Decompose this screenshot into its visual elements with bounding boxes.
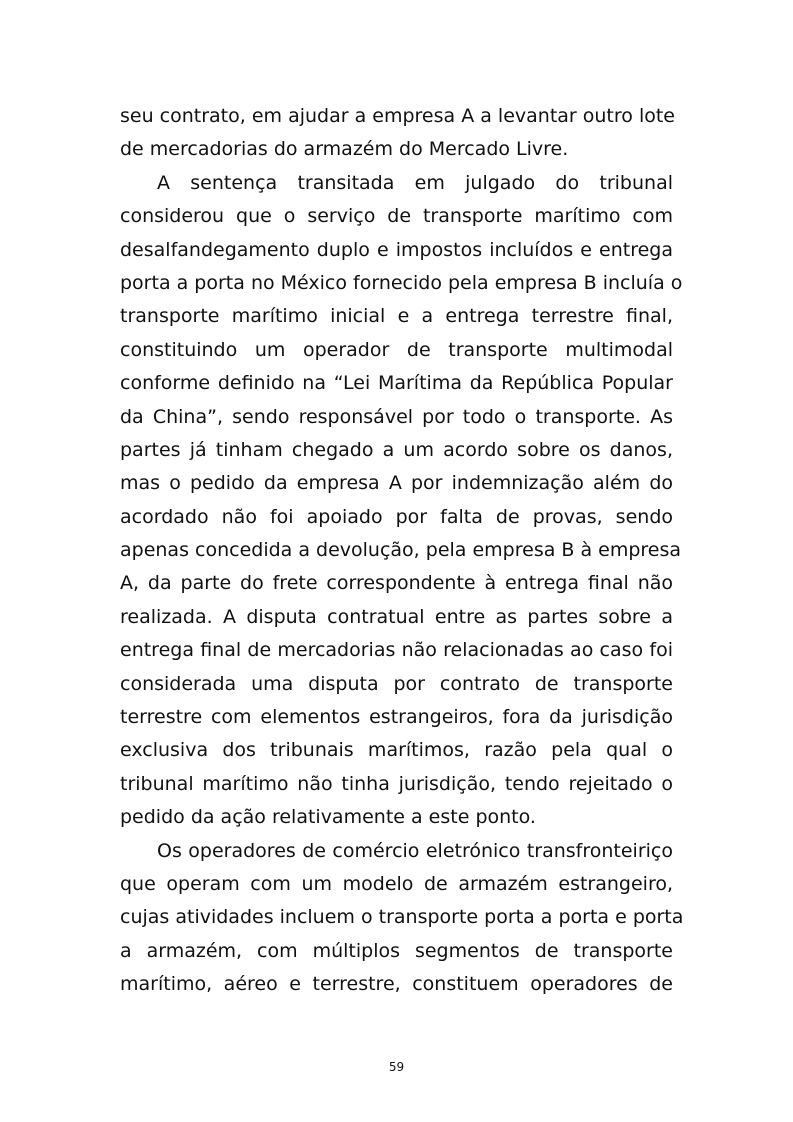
text-line: terrestre com elementos estrangeiros, fora da jurisdição: [120, 706, 673, 729]
text-line: pedido da ação relativamente a este ponto.: [120, 806, 536, 829]
text-line: que operam com um modelo de armazém estrangeiro,: [120, 872, 673, 895]
text-line: entrega final de mercadorias não relacionadas ao caso foi: [120, 639, 673, 662]
text-line: partes já tinham chegado a um acordo sobre os danos,: [120, 438, 673, 461]
text-line: A, da parte do frete correspondente à entrega final não: [120, 572, 673, 595]
text-line: mas o pedido da empresa A por indemnização além do: [120, 472, 673, 495]
paragraph-ecommerce-operators: [120, 835, 684, 1002]
text-line: exclusiva dos tribunais marítimos, razão pela qual o: [120, 739, 673, 762]
page-number: 59: [388, 1060, 405, 1074]
text-line: marítimo, aéreo e terrestre, constituem operadores de: [120, 973, 673, 996]
text-line: transporte marítimo inicial e a entrega terrestre final,: [120, 305, 673, 328]
text-line: conforme definido na “Lei Marítima da República Popular: [120, 372, 673, 395]
text-line: constituindo um operador de transporte multimodal: [120, 338, 673, 361]
text-line: da China”, sendo responsável por todo o transporte. As: [120, 405, 673, 428]
text-line: considerada uma disputa por contrato de transporte: [120, 672, 673, 695]
paragraph-court-ruling: [120, 167, 683, 835]
text-line: desalfandegamento duplo e impostos incluídos e entrega: [120, 238, 673, 261]
text-line: porta a porta no México fornecido pela empresa B incluía o: [120, 271, 683, 294]
text-line: realizada. A disputa contratual entre as partes sobre a: [120, 605, 673, 628]
text-line: A sentença transitada em julgado do tribunal: [157, 171, 673, 194]
text-line: apenas concedida a devolução, pela empresa B à empresa: [120, 539, 682, 562]
body-text: [120, 100, 684, 1002]
text-line: de mercadorias do armazém do Mercado Livre.: [120, 138, 569, 161]
text-line: Os operadores de comércio eletrónico transfronteiriço: [157, 839, 673, 862]
text-line: a armazém, com múltiplos segmentos de transporte: [120, 939, 673, 962]
text-line: cujas atividades incluem o transporte porta a porta e porta: [120, 906, 684, 929]
text-line: tribunal marítimo não tinha jurisdição, tendo rejeitado o: [120, 772, 673, 795]
paragraph-continuation: [120, 100, 673, 167]
text-line: considerou que o serviço de transporte marítimo com: [120, 205, 673, 228]
text-line: acordado não foi apoiado por falta de provas, sendo: [120, 505, 673, 528]
text-line: seu contrato, em ajudar a empresa A a levantar outro lote: [120, 105, 675, 127]
